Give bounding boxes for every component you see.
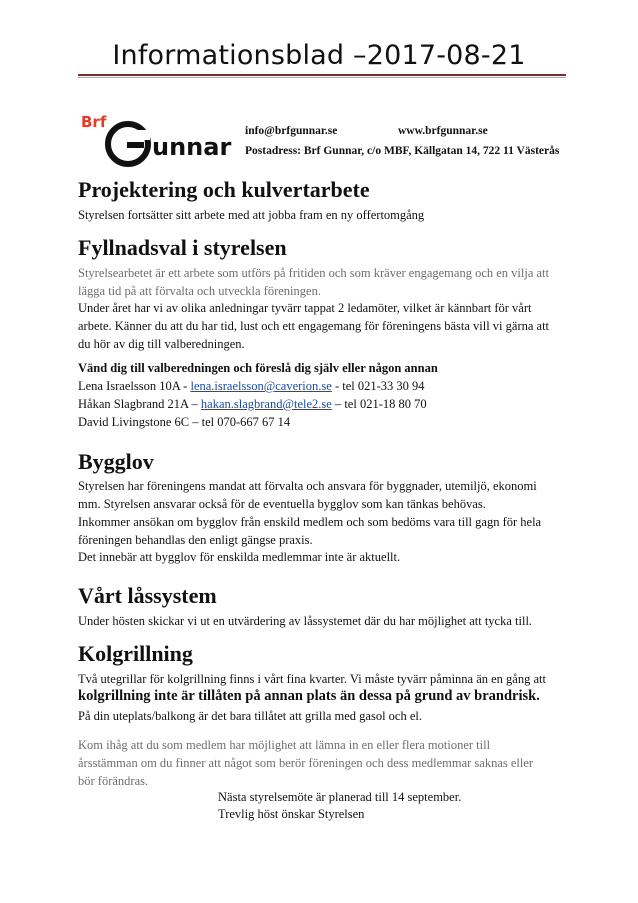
bygglov-line: föreningen behandlas den enligt gängse praxis. (78, 533, 313, 547)
brf-gunnar-logo (80, 108, 232, 170)
closing-signature: Trevlig höst önskar Styrelsen (218, 807, 365, 821)
contact-phone: - tel 021-33 30 94 (331, 379, 425, 393)
contact-row (78, 413, 290, 431)
heading-lassystem: Vårt låssystem (78, 583, 217, 608)
fyllnadsval-gray-line: Styrelsearbetet är ett arbete som utförs på fritiden och som kräver engagemang och en vilja att (78, 266, 550, 280)
fyllnadsval-line: Under året har vi av olika anledningar tyvärr tappat 2 ledamöter, vilket är kännbart för vårt (78, 301, 532, 315)
next-meeting-note: Nästa styrelsemöte är planerad till 14 september. (218, 790, 462, 804)
contact-name: Håkan Slagbrand 21A – (78, 397, 201, 411)
fyllnadsval-line: arbete. Känner du att du har tid, lust och ett engagemang för föreningens bästa vill vi gärna att (78, 319, 550, 333)
bygglov-line: Det innebär att bygglov för enskilda medlemmar inte är aktuellt. (78, 550, 401, 564)
contact-phone: – tel 021-18 80 70 (331, 397, 427, 411)
projektering-text: Styrelsen fortsätter sitt arbete med att jobba fram en ny offertomgång (78, 208, 425, 222)
contact-name: Lena Israelsson 10A - (78, 379, 191, 393)
heading-bygglov: Bygglov (78, 449, 154, 474)
page-title: Informationsblad –2017-08-21 (112, 40, 526, 71)
motioner-line: Kom ihåg att du som medlem har möjlighet att lämna in en eller flera motioner till (78, 738, 491, 752)
heading-kolgrillning: Kolgrillning (78, 641, 193, 666)
title-divider-shadow (78, 77, 566, 78)
bygglov-line: Styrelsen har föreningens mandat att förvalta och ansvara för byggnader, utemiljö, ekonomi (78, 479, 537, 493)
contact-row (78, 377, 425, 395)
valberedning-call-to-action: Vänd dig till valberedningen och föreslå dig själv eller någon annan (78, 361, 438, 375)
contact-email-link[interactable]: lena.israelsson@caverion.se (190, 379, 332, 393)
heading-projektering: Projektering och kulvertarbete (78, 177, 370, 202)
motioner-line: bör förändras. (78, 774, 149, 788)
kolgrillning-line: Två utegrillar för kolgrillning finns i vårt fina kvarter. Vi måste tyvärr påminna än en gång att (78, 672, 546, 686)
logo-brf-text: Brf (81, 113, 107, 131)
contact-name: David Livingstone 6C – tel 070-667 67 14 (78, 415, 291, 429)
title-divider (78, 74, 566, 76)
kolgrillning-line: På din uteplats/balkong är det bara tillåtet att grilla med gasol och el. (78, 709, 422, 723)
contact-website[interactable]: www.brfgunnar.se (398, 125, 488, 137)
fyllnadsval-gray-line: lägga tid på att förvalta och utveckla föreningen. (78, 284, 321, 298)
kolgrillning-warning: kolgrillning inte är tillåten på annan plats än dessa på grund av brandrisk. (78, 688, 540, 704)
heading-fyllnadsval: Fyllnadsval i styrelsen (78, 235, 287, 260)
contact-email-link[interactable]: hakan.slagbrand@tele2.se (200, 397, 332, 411)
bygglov-line: mm. Styrelsen ansvarar också för de eventuella bygglov som kan tänkas behövas. (78, 497, 486, 511)
lassystem-text: Under hösten skickar vi ut en utvärdering av låssystemet där du har möjlighet att tycka till. (78, 614, 533, 628)
contact-address: Postadress: Brf Gunnar, c/o MBF, Källgatan 14, 722 11 Västerås (245, 145, 560, 157)
bygglov-line: Inkommer ansökan om bygglov från enskild medlem och som bedöms vara till gagn för hela (78, 515, 542, 529)
logo-gunnar-text: unnar (152, 133, 232, 161)
contact-row (78, 395, 427, 413)
fyllnadsval-line: du hör av dig till valberedningen. (78, 337, 245, 351)
motioner-line: årsstämman om du finner att något som berör föreningen och dess medlemmar saknas eller (78, 756, 534, 770)
contact-email[interactable]: info@brfgunnar.se (245, 125, 338, 137)
